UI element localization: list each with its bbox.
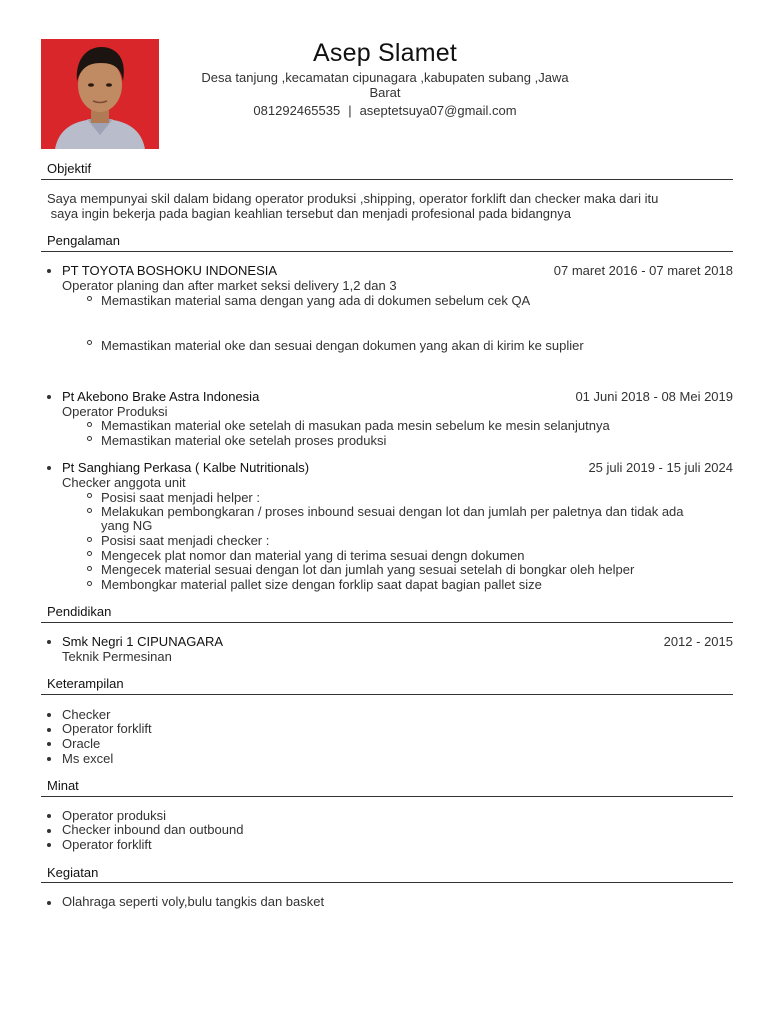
job-dates: 07 maret 2016 - 07 maret 2018 [553, 263, 733, 278]
objective-text [47, 191, 727, 221]
bullet-circle [87, 581, 92, 586]
bullet-dot [47, 901, 51, 905]
interest-item: Operator forklift [62, 837, 152, 852]
skill-item: Operator forklift [62, 721, 152, 736]
bullet-dot [47, 728, 51, 732]
job-task: Memastikan material oke dan sesuai dengan dokumen yang akan di kirim ke suplier [101, 338, 584, 353]
profile-photo [41, 39, 159, 149]
bullet-circle [87, 296, 92, 301]
education-entry [62, 634, 733, 649]
job-dates: 01 Juni 2018 - 08 Mei 2019 [575, 389, 733, 404]
job-entry [62, 263, 733, 278]
bullet-circle [87, 436, 92, 441]
activity-item: Olahraga seperti voly,bulu tangkis dan basket [62, 894, 325, 909]
job-task: Melakukan pembongkaran / proses inbound sesuai dengan lot dan jumlah per paletnya dan tidak ada [101, 504, 684, 519]
section-divider [41, 882, 733, 883]
bullet-dot [47, 742, 51, 746]
section-divider [41, 251, 733, 252]
bullet-circle [87, 508, 92, 513]
job-task: Mengecek material sesuai dengan lot dan jumlah yang sesuai setelah di bongkar oleh helper [101, 562, 635, 577]
contact-line [190, 103, 580, 118]
section-divider [41, 694, 733, 695]
section-divider [41, 622, 733, 623]
interest-item: Operator produksi [62, 808, 167, 823]
job-task: Memastikan material sama dengan yang ada di dokumen sebelum cek QA [101, 293, 531, 308]
job-entry [62, 389, 733, 404]
interest-item: Checker inbound dan outbound [62, 822, 244, 837]
objective-line-1: Saya mempunyai skil dalam bidang operator produksi ,shipping, operator forklift dan checker maka dari itu [47, 191, 659, 206]
address [190, 70, 580, 100]
bullet-dot [47, 757, 51, 761]
section-divider [41, 179, 733, 180]
job-role: Operator planing dan after market seksi delivery 1,2 dan 3 [62, 278, 397, 293]
resume-header [190, 38, 580, 118]
bullet-dot [47, 395, 51, 399]
job-task: Membongkar material pallet size dengan forklip saat dapat bagian pallet size [101, 577, 542, 592]
job-company: Pt Akebono Brake Astra Indonesia [62, 389, 260, 404]
phone-number: 081292465535 [253, 103, 341, 118]
section-title-objective: Objektif [47, 161, 92, 176]
bullet-dot [47, 843, 51, 847]
contact-separator: | [348, 103, 352, 118]
bullet-circle [87, 493, 92, 498]
skill-item: Oracle [62, 736, 101, 751]
education-major: Teknik Permesinan [62, 649, 172, 664]
section-title-experience: Pengalaman [47, 233, 120, 248]
bullet-circle [87, 551, 92, 556]
address-line-1: Desa tanjung ,kecamatan cipunagara ,kabupaten subang ,Jawa [201, 70, 569, 85]
section-title-activities: Kegiatan [47, 865, 99, 880]
bullet-dot [47, 269, 51, 273]
job-company: PT TOYOTA BOSHOKU INDONESIA [62, 263, 278, 278]
education-dates: 2012 - 2015 [663, 634, 733, 649]
job-entry [62, 460, 733, 475]
skill-item: Checker [62, 707, 111, 722]
job-task-continuation: yang NG [101, 518, 153, 533]
job-role: Operator Produksi [62, 404, 168, 419]
job-task: Mengecek plat nomor dan material yang di terima sesuai dengn dokumen [101, 548, 525, 563]
bullet-dot [47, 466, 51, 470]
bullet-circle [87, 340, 92, 345]
job-task: Posisi saat menjadi helper : [101, 490, 260, 505]
skill-item: Ms excel [62, 751, 114, 766]
job-task: Memastikan material oke setelah di masukan pada mesin sebelum ke mesin selanjutnya [101, 418, 610, 433]
job-task: Posisi saat menjadi checker : [101, 533, 270, 548]
bullet-dot [47, 640, 51, 644]
job-dates: 25 juli 2019 - 15 juli 2024 [588, 460, 733, 475]
section-title-interests: Minat [47, 778, 79, 793]
section-divider [41, 796, 733, 797]
candidate-name: Asep Slamet [313, 39, 457, 67]
bullet-dot [47, 829, 51, 833]
bullet-circle [87, 537, 92, 542]
bullet-dot [47, 814, 51, 818]
address-line-2: Barat [369, 85, 401, 100]
bullet-dot [47, 713, 51, 717]
bullet-circle [87, 566, 92, 571]
job-task: Memastikan material oke setelah proses produksi [101, 433, 387, 448]
bullet-circle [87, 422, 92, 427]
job-company: Pt Sanghiang Perkasa ( Kalbe Nutritionals) [62, 460, 310, 475]
section-title-skills: Keterampilan [47, 676, 124, 691]
job-role: Checker anggota unit [62, 475, 186, 490]
school-name: Smk Negri 1 CIPUNAGARA [62, 634, 224, 649]
section-title-education: Pendidikan [47, 604, 112, 619]
objective-line-2: saya ingin bekerja pada bagian keahlian tersebut dan menjadi profesional pada bidangnya [47, 206, 571, 221]
email-address: aseptetsuya07@gmail.com [359, 103, 517, 118]
